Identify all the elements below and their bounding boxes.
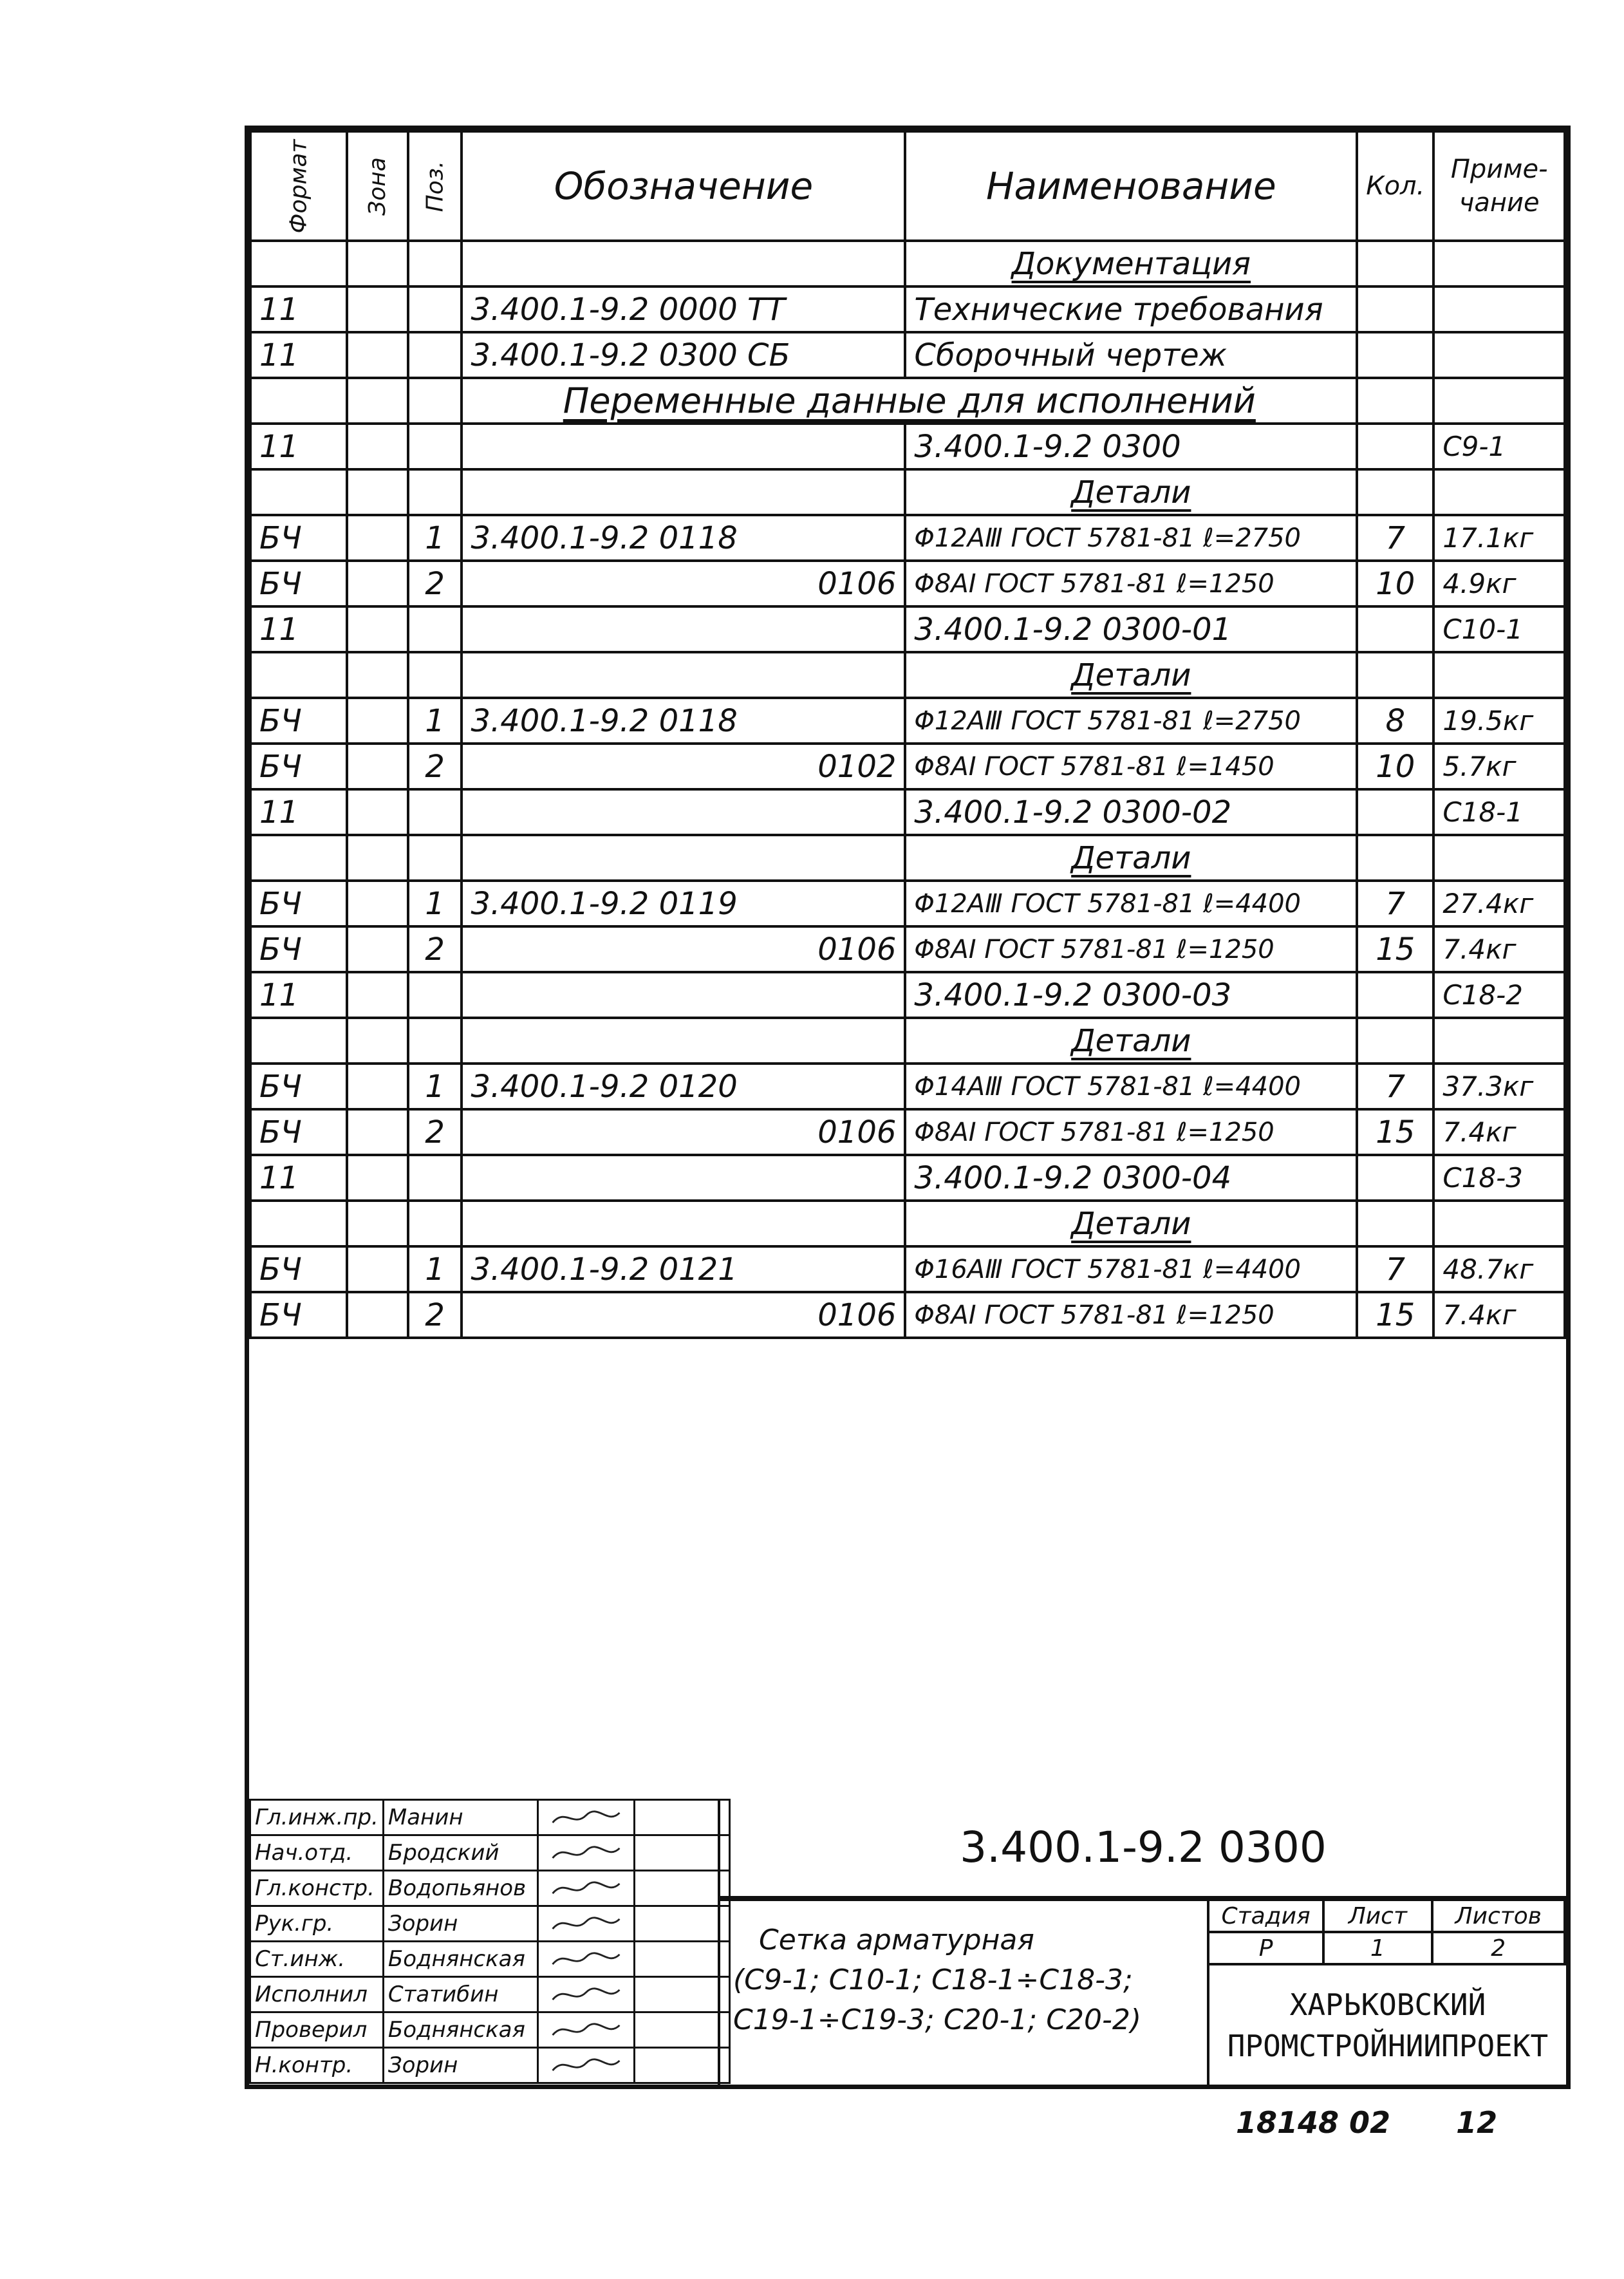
specification-sheet [245,126,1571,2089]
format-cell: 11 [250,332,347,378]
signature-mark [537,1977,634,2012]
pos-cell: 2 [408,561,462,606]
format-cell: БЧ [250,561,347,606]
table-row [250,926,1565,972]
zone-cell [347,1155,408,1201]
variants-heading [462,378,1357,424]
table-row [250,881,1565,926]
org-line-1: ХАРЬКОВСКИЙ [1289,1987,1486,2022]
signature-name: Водопьянов [383,1871,537,1906]
signature-row [250,2012,730,2048]
pos-cell [408,1018,462,1064]
zone-cell [347,926,408,972]
zone-cell [347,332,408,378]
table-row [250,789,1565,835]
name-cell: Φ12АⅢ ГОСТ 5781-81 ℓ=4400 [905,881,1357,926]
zone-cell [347,424,408,469]
sheets-label: Листов [1432,1900,1565,1932]
name-cell: Φ8АⅠ ГОСТ 5781-81 ℓ=1250 [905,1109,1357,1155]
stamp-number: 18148 02 [1236,2105,1391,2140]
designation-cell [462,972,905,1018]
pos-cell [408,286,462,332]
name-cell: 3.400.1-9.2 0300-04 [905,1155,1357,1201]
signature-role: Рук.гр. [250,1906,384,1942]
pos-cell [408,606,462,652]
signature-role: Проверил [250,2012,384,2048]
qty-cell [1357,469,1433,515]
note-cell: С18-3 [1433,1155,1565,1201]
signature-name: Зорин [383,1906,537,1942]
handwritten-signature-icon [539,1942,633,1976]
date-cell [634,2048,729,2083]
zone-cell [347,378,408,424]
section-heading [905,1201,1357,1246]
signature-mark [537,2048,634,2083]
qty-cell: 7 [1357,515,1433,561]
designation-cell: 3.400.1-9.2 0118 [462,515,905,561]
qty-cell [1357,332,1433,378]
zone-cell [347,881,408,926]
qty-cell [1357,652,1433,698]
note-cell [1433,241,1565,286]
table-row [250,1246,1565,1292]
table-row [250,286,1565,332]
name-cell: Φ8АⅠ ГОСТ 5781-81 ℓ=1250 [905,1292,1357,1338]
signature-name: Зорин [383,2048,537,2083]
note-cell [1433,1201,1565,1246]
qty-cell [1357,1018,1433,1064]
signature-row [250,1871,730,1906]
table-row [250,241,1565,286]
note-cell [1433,332,1565,378]
pos-cell: 2 [408,1109,462,1155]
zone-cell [347,1201,408,1246]
designation-cell [462,606,905,652]
note-cell: С18-1 [1433,789,1565,835]
table-row [250,424,1565,469]
qty-cell [1357,835,1433,881]
zone-cell [347,835,408,881]
pos-cell: 2 [408,1292,462,1338]
title-line-2: (С9-1; С10-1; С18-1÷С18-3; [733,1964,1133,1996]
note-cell: 7.4кг [1433,926,1565,972]
date-cell [634,1942,729,1977]
designation-cell [462,241,905,286]
signature-role: Гл.констр. [250,1871,384,1906]
zone-cell [347,744,408,789]
zone-cell [347,1109,408,1155]
qty-cell [1357,241,1433,286]
pos-cell [408,469,462,515]
qty-cell [1357,1155,1433,1201]
qty-cell: 8 [1357,698,1433,744]
org-line-2: ПРОМСТРОЙНИИПРОЕКТ [1227,2028,1549,2063]
table-row [250,561,1565,606]
name-cell: Φ12АⅢ ГОСТ 5781-81 ℓ=2750 [905,698,1357,744]
table-row [250,1201,1565,1246]
signature-name: Боднянская [383,1942,537,1977]
pos-cell [408,789,462,835]
handwritten-signature-icon [539,2049,633,2082]
note-cell [1433,286,1565,332]
signature-row [250,2048,730,2083]
table-row [250,835,1565,881]
document-code: 3.400.1-9.2 0300 [718,1799,1566,1899]
qty-cell: 15 [1357,1109,1433,1155]
signature-name: Манин [383,1800,537,1835]
table-row [250,1155,1565,1201]
signature-name: Боднянская [383,2012,537,2048]
format-cell: 11 [250,1155,347,1201]
table-row [250,332,1565,378]
note-cell: 19.5кг [1433,698,1565,744]
handwritten-signature-icon [539,2013,633,2047]
title-line-1: Сетка арматурная [759,1924,1034,1956]
designation-header: Обозначение [462,131,905,241]
sheet-value: 1 [1323,1932,1432,1964]
specification-rows [250,241,1565,1338]
signature-mark [537,1800,634,1835]
zone-header: Зона [347,131,408,241]
zone-cell [347,515,408,561]
table-row [250,515,1565,561]
signature-row [250,1977,730,2012]
pos-cell [408,241,462,286]
format-cell [250,469,347,515]
designation-cell [462,835,905,881]
name-cell: 3.400.1-9.2 0300-01 [905,606,1357,652]
table-row [250,1109,1565,1155]
name-cell: Φ16АⅢ ГОСТ 5781-81 ℓ=4400 [905,1246,1357,1292]
signature-mark [537,1906,634,1942]
designation-cell: 3.400.1-9.2 0118 [462,698,905,744]
note-cell: 48.7кг [1433,1246,1565,1292]
qty-cell: 7 [1357,1246,1433,1292]
note-header: Приме- чание [1433,131,1565,241]
format-cell: БЧ [250,1109,347,1155]
format-cell: 11 [250,789,347,835]
section-heading [905,241,1357,286]
designation-cell: 0106 [462,1292,905,1338]
note-cell: 5.7кг [1433,744,1565,789]
designation-cell: 3.400.1-9.2 0119 [462,881,905,926]
date-cell [634,1871,729,1906]
handwritten-signature-icon [539,1871,633,1905]
note-cell: С9-1 [1433,424,1565,469]
name-cell: Φ8АⅠ ГОСТ 5781-81 ℓ=1450 [905,744,1357,789]
zone-cell [347,469,408,515]
pos-cell: 1 [408,1246,462,1292]
note-cell: 7.4кг [1433,1109,1565,1155]
table-row [250,378,1565,424]
zone-cell [347,698,408,744]
pos-cell [408,424,462,469]
qty-cell: 10 [1357,744,1433,789]
qty-cell [1357,378,1433,424]
stage-table [1207,1899,1566,1965]
signature-row [250,1942,730,1977]
document-title [718,1899,1207,2085]
section-heading-text: Документация [1011,245,1251,282]
section-heading [905,652,1357,698]
date-cell [634,1800,729,1835]
pos-header: Поз. [408,131,462,241]
note-cell: 27.4кг [1433,881,1565,926]
zone-cell [347,561,408,606]
title-line-3: С19-1÷С19-3; С20-1; С20-2) [733,2003,1141,2036]
signature-row [250,1835,730,1871]
name-cell: Φ14АⅢ ГОСТ 5781-81 ℓ=4400 [905,1064,1357,1109]
signature-name: Статибин [383,1977,537,2012]
zone-cell [347,1018,408,1064]
note-cell [1433,1018,1565,1064]
table-header-row [250,131,1565,241]
section-heading-text: Детали [1071,474,1191,511]
zone-cell [347,652,408,698]
table-row [250,1064,1565,1109]
format-cell [250,1018,347,1064]
pos-cell: 2 [408,926,462,972]
zone-cell [347,1246,408,1292]
zone-cell [347,789,408,835]
signature-role: Нач.отд. [250,1835,384,1871]
name-cell: Φ8АⅠ ГОСТ 5781-81 ℓ=1250 [905,926,1357,972]
note-cell [1433,469,1565,515]
section-heading-text: Детали [1071,1205,1191,1242]
note-cell: 37.3кг [1433,1064,1565,1109]
pos-cell: 1 [408,1064,462,1109]
pos-cell [408,1201,462,1246]
pos-cell: 1 [408,515,462,561]
signature-role: Н.контр. [250,2048,384,2083]
zone-cell [347,606,408,652]
handwritten-signature-icon [539,1978,633,2011]
designation-cell [462,789,905,835]
designation-cell: 3.400.1-9.2 0120 [462,1064,905,1109]
designation-cell: 3.400.1-9.2 0000 ТТ [462,286,905,332]
signature-row [250,1906,730,1942]
designation-cell [462,469,905,515]
signature-role: Гл.инж.пр. [250,1800,384,1835]
stage-label: Стадия [1208,1900,1323,1932]
note-cell: 4.9кг [1433,561,1565,606]
zone-cell [347,241,408,286]
name-cell: Технические требования [905,286,1357,332]
format-cell: БЧ [250,1064,347,1109]
designation-cell [462,424,905,469]
note-cell: С10-1 [1433,606,1565,652]
name-cell: Сборочный чертеж [905,332,1357,378]
table-row [250,606,1565,652]
handwritten-signature-icon [539,1801,633,1834]
date-cell [634,1906,729,1942]
handwritten-signature-icon [539,1836,633,1870]
designation-cell: 0106 [462,926,905,972]
zone-cell [347,972,408,1018]
name-cell: 3.400.1-9.2 0300 [905,424,1357,469]
format-cell: БЧ [250,744,347,789]
pos-cell [408,972,462,1018]
table-row [250,698,1565,744]
pos-cell [408,1155,462,1201]
qty-cell: 7 [1357,881,1433,926]
section-heading-text: Детали [1071,1022,1191,1059]
handwritten-signature-icon [539,1907,633,1940]
signature-mark [537,1835,634,1871]
format-cell [250,652,347,698]
qty-cell [1357,1201,1433,1246]
note-cell: С18-2 [1433,972,1565,1018]
note-cell: 17.1кг [1433,515,1565,561]
date-cell [634,1835,729,1871]
sheet-label: Лист [1323,1900,1432,1932]
pos-cell [408,835,462,881]
format-cell: 11 [250,286,347,332]
zone-cell [347,1292,408,1338]
pos-cell [408,332,462,378]
signature-mark [537,1942,634,1977]
name-cell: 3.400.1-9.2 0300-03 [905,972,1357,1018]
designation-cell: 0106 [462,1109,905,1155]
note-cell [1433,378,1565,424]
name-cell: Φ12АⅢ ГОСТ 5781-81 ℓ=2750 [905,515,1357,561]
zone-cell [347,1064,408,1109]
format-cell: 11 [250,424,347,469]
designation-cell [462,1155,905,1201]
note-cell [1433,835,1565,881]
qty-cell [1357,789,1433,835]
section-heading [905,1018,1357,1064]
pos-cell [408,378,462,424]
specification-table [249,130,1566,1339]
name-cell: Φ8АⅠ ГОСТ 5781-81 ℓ=1250 [905,561,1357,606]
pos-cell [408,652,462,698]
variants-heading-text: Переменные данные для исполнений [563,380,1256,421]
table-row [250,744,1565,789]
qty-cell: 10 [1357,561,1433,606]
format-cell: БЧ [250,1292,347,1338]
format-cell [250,835,347,881]
qty-cell [1357,606,1433,652]
qty-cell [1357,424,1433,469]
note-cell: 7.4кг [1433,1292,1565,1338]
signature-table [249,1799,731,2084]
qty-cell: 15 [1357,1292,1433,1338]
name-cell: 3.400.1-9.2 0300-02 [905,789,1357,835]
pos-cell: 1 [408,698,462,744]
designation-cell: 3.400.1-9.2 0121 [462,1246,905,1292]
stage-value: Р [1208,1932,1323,1964]
section-heading [905,835,1357,881]
qty-cell [1357,286,1433,332]
table-row [250,972,1565,1018]
section-heading [905,469,1357,515]
sheets-value: 2 [1432,1932,1565,1964]
designation-cell: 0102 [462,744,905,789]
qty-header: Кол. [1357,131,1433,241]
designation-cell [462,1018,905,1064]
signature-mark [537,2012,634,2048]
qty-cell: 7 [1357,1064,1433,1109]
qty-cell [1357,972,1433,1018]
signature-role: Ст.инж. [250,1942,384,1977]
signature-name: Бродский [383,1835,537,1871]
format-cell: БЧ [250,1246,347,1292]
signature-row [250,1800,730,1835]
note-cell [1433,652,1565,698]
archive-stamp [1236,2105,1497,2140]
pos-cell: 1 [408,881,462,926]
table-row [250,469,1565,515]
format-cell: БЧ [250,515,347,561]
name-header: Наименование [905,131,1357,241]
table-row [250,1018,1565,1064]
qty-cell: 15 [1357,926,1433,972]
zone-cell [347,286,408,332]
designation-cell [462,652,905,698]
date-cell [634,2012,729,2048]
signature-role: Исполнил [250,1977,384,2012]
format-cell: 11 [250,972,347,1018]
section-heading-text: Детали [1071,657,1191,693]
pos-cell: 2 [408,744,462,789]
format-cell: БЧ [250,926,347,972]
format-header: Формат [250,131,347,241]
section-heading-text: Детали [1071,839,1191,876]
date-cell [634,1977,729,2012]
designation-cell: 0106 [462,561,905,606]
title-block [249,1799,1566,2085]
table-row [250,652,1565,698]
format-cell [250,241,347,286]
signature-mark [537,1871,634,1906]
format-cell: БЧ [250,698,347,744]
format-cell: БЧ [250,881,347,926]
format-cell [250,1201,347,1246]
stamp-page: 12 [1456,2105,1498,2140]
format-cell: 11 [250,606,347,652]
designation-cell [462,1201,905,1246]
designation-cell: 3.400.1-9.2 0300 СБ [462,332,905,378]
organization [1207,1963,1566,2085]
table-row [250,1292,1565,1338]
format-cell [250,378,347,424]
